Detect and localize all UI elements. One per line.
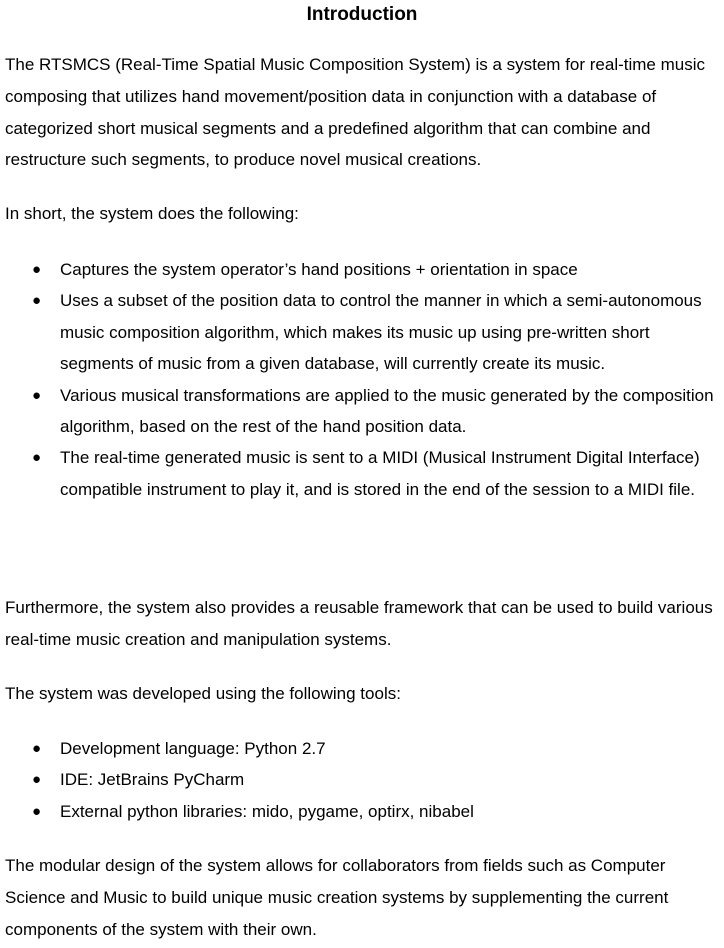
tools-intro-paragraph: The system was developed using the following tools: — [5, 684, 401, 703]
bullet-icon: ● — [32, 261, 42, 278]
list-item — [0, 764, 724, 795]
modular-paragraph: The modular design of the system allows for collaborators from fields such as Computer Science and Music to build unique music creation systems by supplementing the current components of the system with their own. — [5, 856, 669, 939]
bullet-icon: ● — [32, 740, 42, 757]
list-item-text: The real-time generated music is sent to a MIDI (Musical Instrument Digital Interface) compatible instrument to play it, and is stored in the end of the session to a MIDI file. — [60, 448, 700, 499]
list-item-text: Development language: Python 2.7 — [60, 739, 326, 758]
bullet-icon: ● — [32, 386, 42, 404]
list-item — [0, 285, 724, 379]
list-item — [0, 254, 724, 285]
bullet-icon: ● — [32, 802, 42, 820]
tools-list — [0, 733, 724, 827]
features-list — [0, 254, 724, 505]
in-short-paragraph: In short, the system does the following: — [5, 204, 299, 223]
list-item — [0, 796, 724, 827]
list-item — [0, 442, 724, 505]
list-item-text: External python libraries: mido, pygame, optirx, nibabel — [60, 801, 474, 821]
list-item-text: IDE: JetBrains PyCharm — [60, 770, 245, 790]
list-item-text: Various musical transformations are applied to the music generated by the composition algorithm, based on the rest of the hand position data. — [60, 385, 714, 437]
list-item-text: Captures the system operator’s hand positions + orientation in space — [60, 260, 578, 279]
bullet-icon: ● — [32, 771, 42, 789]
list-item-text: Uses a subset of the position data to control the manner in which a semi-autonomous music composition algorithm, which makes its music up using pre-written short segments of music from a given database, will currently create its music. — [60, 291, 702, 374]
furthermore-paragraph: Furthermore, the system also provides a reusable framework that can be used to build various real-time music creation and manipulation systems. — [5, 598, 713, 649]
intro-paragraph: The RTSMCS (Real-Time Spatial Music Composition System) is a system for real-time music composing that utilizes hand movement/position data in conjunction with a database of categorized short musical segments and a predefined algorithm that can combine and restructure such segments, to produce novel musical creations. — [5, 55, 705, 170]
page-title: Introduction — [306, 4, 418, 25]
list-item — [0, 733, 724, 764]
list-item — [0, 380, 724, 443]
bullet-icon: ● — [32, 449, 42, 467]
bullet-icon: ● — [32, 292, 42, 310]
